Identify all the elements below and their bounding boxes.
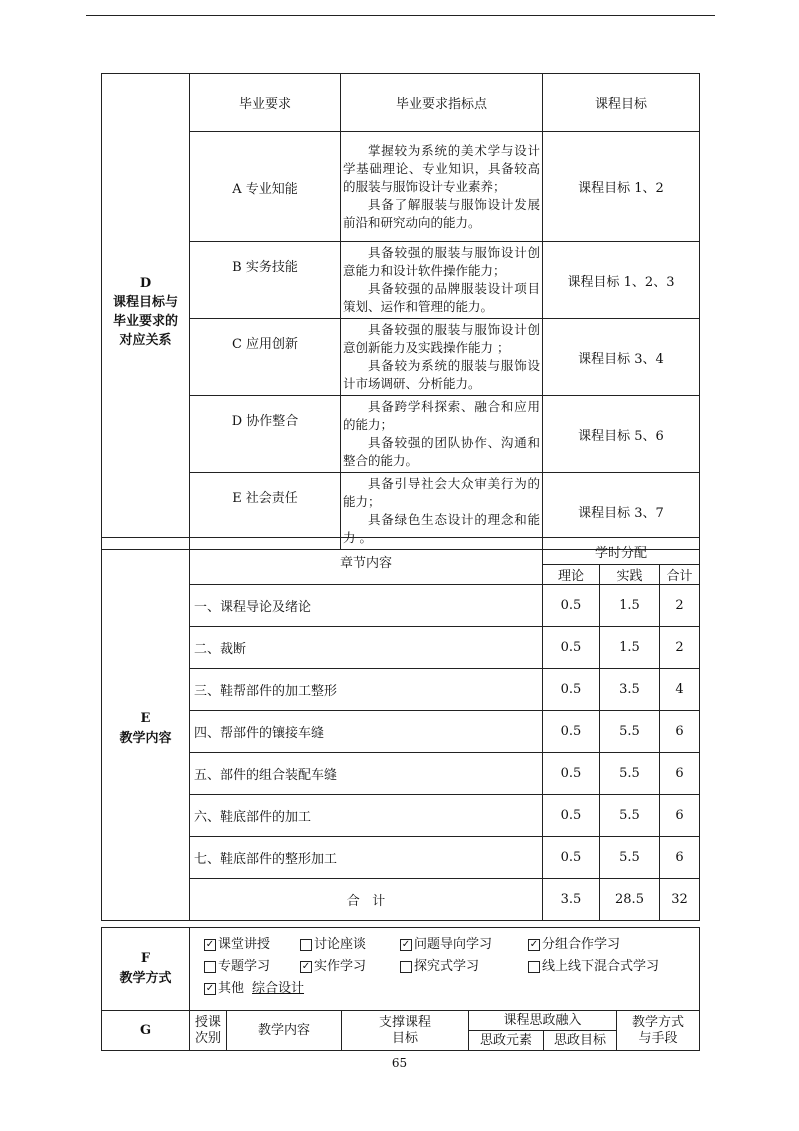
method-problem-based[interactable] — [400, 934, 528, 956]
section-f-table — [101, 927, 700, 1011]
chapter-1-practice: 1.5 — [600, 585, 660, 627]
total-practice: 28.5 — [600, 879, 660, 921]
checkbox-topic[interactable] — [204, 961, 216, 973]
methods-row-1 — [204, 934, 691, 956]
chapter-5-practice: 5.5 — [600, 753, 660, 795]
section-d-letter: D — [139, 275, 152, 291]
method-group-label: 分组合作学习 — [542, 937, 621, 952]
chapter-6-total: 6 — [660, 795, 700, 837]
header-session — [190, 1011, 227, 1051]
checkbox-lecture[interactable]: ✓ — [205, 939, 215, 950]
section-g-table — [101, 1010, 700, 1051]
section-g-label: G — [102, 1011, 190, 1051]
checkbox-group[interactable]: ✓ — [529, 939, 539, 950]
indicator-c — [341, 319, 543, 396]
theory-header: 理论 — [543, 565, 600, 585]
indicator-b-1: 具备较强的服装与服饰设计创意能力和设计软件操作能力； — [343, 245, 540, 278]
total-total: 32 — [660, 879, 700, 921]
total-label: 合 计 — [190, 879, 543, 921]
teaching-methods — [190, 928, 700, 1011]
method-other-text: 综合设计 — [252, 981, 305, 996]
methods-row-3 — [204, 978, 691, 1000]
checkbox-inquiry[interactable] — [400, 961, 412, 973]
chapter-1: 一、课程导论及绪论 — [190, 585, 543, 627]
header-course-goal: 课程目标 — [543, 74, 700, 132]
section-e-title: 教学内容 — [119, 731, 172, 746]
header-requirement: 毕业要求 — [190, 74, 341, 132]
section-d-label — [102, 74, 190, 550]
header-supported-goal — [342, 1011, 469, 1051]
goal-c: 课程目标 3、4 — [543, 319, 700, 396]
section-e-label — [102, 538, 190, 921]
section-f-label — [102, 928, 190, 1011]
header-ideo-element: 思政元素 — [469, 1031, 544, 1051]
header-method-2: 与手段 — [638, 1030, 678, 1046]
chapter-5: 五、部件的组合装配车缝 — [190, 753, 543, 795]
header-ideo-goal: 思政目标 — [544, 1031, 617, 1051]
chapter-4: 四、帮部件的镶接车缝 — [190, 711, 543, 753]
header-method-1: 教学方式 — [632, 1014, 685, 1030]
indicator-a-2: 具备了解服装与服饰设计发展前沿和研究动向的能力。 — [343, 196, 540, 230]
header-session-1: 授课 — [194, 1014, 221, 1030]
goal-a: 课程目标 1、2 — [543, 132, 700, 242]
chapter-3-total: 4 — [660, 669, 700, 711]
indicator-b — [341, 242, 543, 319]
chapter-2-total: 2 — [660, 627, 700, 669]
method-problem-based-label: 问题导向学习 — [414, 937, 493, 952]
chapter-7-total: 6 — [660, 837, 700, 879]
header-goal-1: 支撑课程 — [378, 1014, 431, 1030]
chapter-4-theory: 0.5 — [543, 711, 600, 753]
method-inquiry-label: 探究式学习 — [414, 959, 480, 974]
requirement-d: D 协作整合 — [190, 396, 341, 473]
indicator-c-1: 具备较强的服装与服饰设计创意创新能力及实践操作能力 ； — [343, 322, 540, 355]
indicator-e-2: 具备绿色生态设计的理念和能力 。 — [343, 512, 540, 545]
chapter-6: 六、鞋底部件的加工 — [190, 795, 543, 837]
indicator-d-2: 具备较强的团队协作、沟通和整合的能力。 — [343, 435, 540, 468]
checkbox-other[interactable]: ✓ — [205, 983, 215, 994]
checkbox-problem-based[interactable]: ✓ — [401, 939, 411, 950]
indicator-a-1: 掌握较为系统的美术学与设计学基础理论、专业知识，具备较高的服装与服饰设计专业素养； — [343, 142, 540, 194]
practice-header: 实践 — [600, 565, 660, 585]
chapter-header: 章节内容 — [190, 538, 543, 585]
method-practice[interactable] — [300, 956, 400, 978]
section-d-title-1: 课程目标与 — [112, 294, 178, 310]
requirement-c: C 应用创新 — [190, 319, 341, 396]
total-header: 合计 — [660, 565, 700, 585]
section-d-table — [101, 73, 700, 550]
requirement-a: A 专业知能 — [190, 132, 341, 242]
method-practice-label: 实作学习 — [314, 959, 367, 974]
chapter-2-practice: 1.5 — [600, 627, 660, 669]
indicator-c-2: 具备较为系统的服装与服饰设计市场调研、分析能力。 — [343, 358, 540, 391]
header-method — [617, 1011, 700, 1051]
section-f-title: 教学方式 — [119, 971, 172, 986]
section-e-table — [101, 537, 700, 921]
section-d-title-3: 对应关系 — [119, 332, 172, 348]
chapter-7: 七、鞋底部件的整形加工 — [190, 837, 543, 879]
chapter-2: 二、裁断 — [190, 627, 543, 669]
chapter-5-total: 6 — [660, 753, 700, 795]
requirement-b: B 实务技能 — [190, 242, 341, 319]
method-group[interactable] — [528, 934, 620, 956]
chapter-5-theory: 0.5 — [543, 753, 600, 795]
section-e-letter: E — [140, 711, 151, 726]
chapter-7-practice: 5.5 — [600, 837, 660, 879]
chapter-7-theory: 0.5 — [543, 837, 600, 879]
chapter-3: 三、鞋帮部件的加工整形 — [190, 669, 543, 711]
indicator-d — [341, 396, 543, 473]
method-inquiry[interactable] — [400, 956, 528, 978]
method-topic[interactable] — [204, 956, 300, 978]
checkbox-discussion[interactable] — [300, 939, 312, 951]
chapter-1-theory: 0.5 — [543, 585, 600, 627]
header-rule — [86, 15, 715, 16]
method-discussion-label: 讨论座谈 — [314, 937, 367, 952]
method-topic-label: 专题学习 — [218, 959, 271, 974]
indicator-b-2: 具备较强的品牌服装设计项目策划、运作和管理的能力。 — [343, 281, 540, 314]
goal-b: 课程目标 1、2、3 — [543, 242, 700, 319]
methods-row-2 — [204, 956, 691, 978]
header-session-2: 次别 — [194, 1030, 221, 1046]
method-other-label: 其他 — [218, 981, 245, 996]
total-theory: 3.5 — [543, 879, 600, 921]
header-indicator: 毕业要求指标点 — [341, 74, 543, 132]
method-lecture[interactable] — [204, 934, 300, 956]
chapter-3-theory: 0.5 — [543, 669, 600, 711]
page-number: 65 — [391, 1056, 408, 1070]
method-blended[interactable] — [528, 956, 659, 978]
method-other[interactable] — [204, 978, 244, 1000]
checkbox-practice[interactable]: ✓ — [301, 961, 311, 972]
chapter-4-total: 6 — [660, 711, 700, 753]
header-content: 教学内容 — [227, 1011, 342, 1051]
method-blended-label: 线上线下混合式学习 — [542, 959, 660, 974]
chapter-6-theory: 0.5 — [543, 795, 600, 837]
section-d-title-2: 毕业要求的 — [112, 313, 178, 329]
goal-d: 课程目标 5、6 — [543, 396, 700, 473]
chapter-1-total: 2 — [660, 585, 700, 627]
indicator-a — [341, 132, 543, 242]
chapter-4-practice: 5.5 — [600, 711, 660, 753]
indicator-d-1: 具备跨学科探索、融合和应用的能力； — [343, 399, 540, 432]
indicator-e-1: 具备引导社会大众审美行为的能力； — [343, 476, 540, 509]
section-f-letter: F — [140, 951, 151, 966]
chapter-3-practice: 3.5 — [600, 669, 660, 711]
requirement-e: E 社会责任 — [190, 473, 341, 550]
checkbox-blended[interactable] — [528, 961, 540, 973]
hours-header: 学时分配 — [543, 538, 700, 565]
method-lecture-label: 课堂讲授 — [218, 937, 271, 952]
method-discussion[interactable] — [300, 934, 400, 956]
chapter-6-practice: 5.5 — [600, 795, 660, 837]
chapter-2-theory: 0.5 — [543, 627, 600, 669]
header-ideological: 课程思政融入 — [469, 1011, 617, 1031]
header-goal-2: 目标 — [391, 1030, 418, 1046]
goal-e: 课程目标 3、7 — [543, 473, 700, 550]
